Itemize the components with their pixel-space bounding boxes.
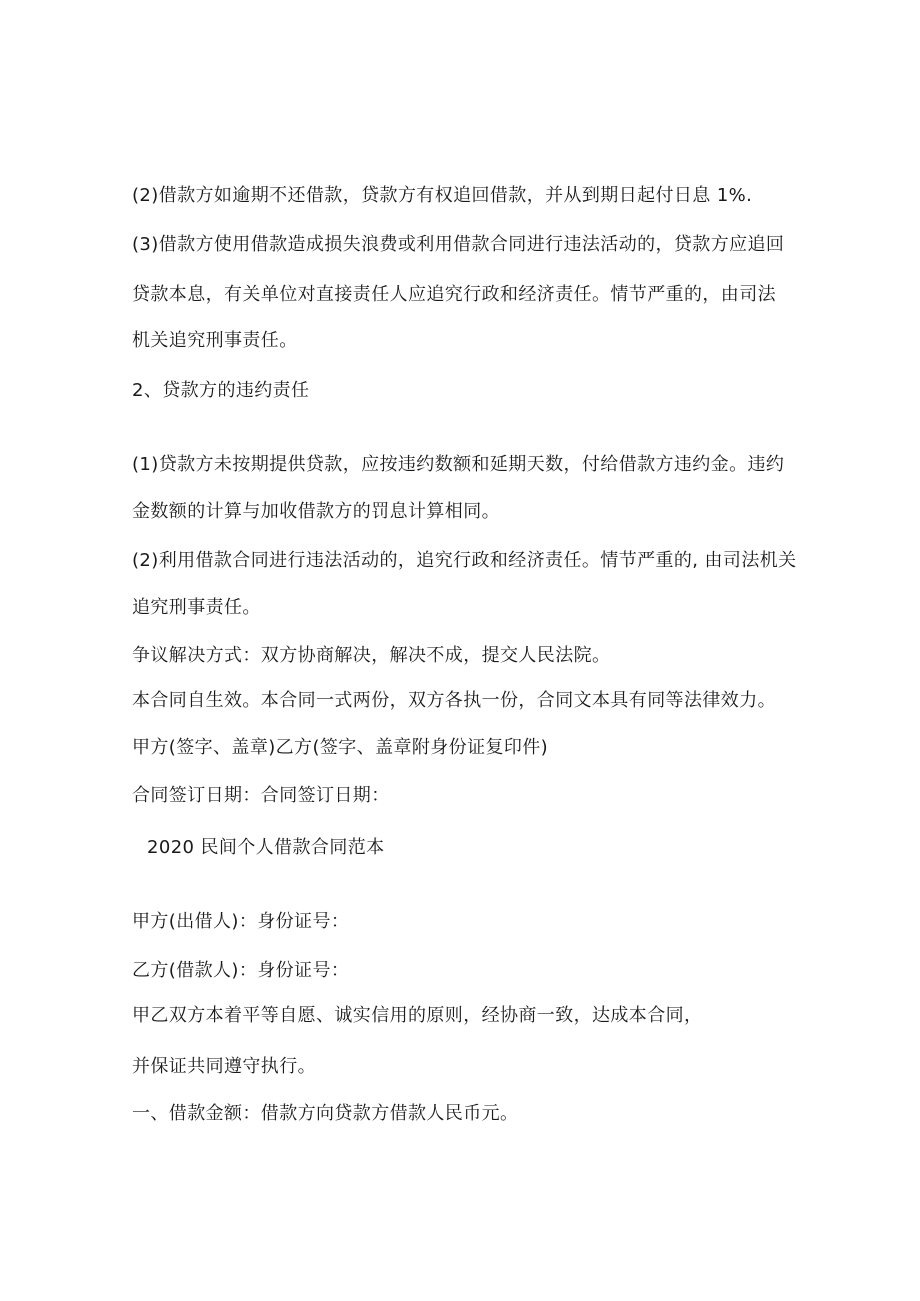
- section-heading: 2、贷款方的违约责任: [132, 380, 310, 401]
- paragraph-line: 追究刑事责任。: [132, 597, 261, 618]
- loan-amount-line: 一、借款金额：借款方向贷款方借款人民币元。: [132, 1103, 519, 1124]
- paragraph-line: (2)借款方如逾期不还借款，贷款方有权追回借款，并从到期日起付日息 1%.: [132, 185, 753, 206]
- lender-line: 甲方(出借人)：身份证号：: [132, 911, 350, 932]
- paragraph-line: (1)贷款方未按期提供贷款，应按违约数额和延期天数，付给借款方违约金。违约: [132, 454, 785, 475]
- paragraph-line: (2)利用借款合同进行违法活动的，追究行政和经济责任。情节严重的, 由司法机关: [132, 550, 797, 571]
- paragraph-line: (3)借款方使用借款造成损失浪费或利用借款合同进行违法活动的，贷款方应追回: [132, 234, 785, 255]
- paragraph-line: 争议解决方式：双方协商解决，解决不成，提交人民法院。: [132, 645, 611, 666]
- paragraph-line: 贷款本息，有关单位对直接责任人应追究行政和经济责任。情节严重的，由司法: [132, 284, 776, 305]
- signature-line: 甲方(签字、盖章)乙方(签字、盖章附身份证复印件): [132, 737, 549, 758]
- paragraph-line: 本合同自生效。本合同一式两份，双方各执一份，合同文本具有同等法律效力。: [132, 690, 776, 711]
- paragraph-line: 甲乙双方本着平等自愿、诚实信用的原则，经协商一致，达成本合同，: [132, 1005, 703, 1026]
- borrower-line: 乙方(借款人)：身份证号：: [132, 960, 350, 981]
- paragraph-line: 金数额的计算与加收借款方的罚息计算相同。: [132, 501, 500, 522]
- paragraph-line: 并保证共同遵守执行。: [132, 1056, 316, 1077]
- paragraph-line: 机关追究刑事责任。: [132, 330, 298, 351]
- signing-date-line: 合同签订日期：合同签订日期：: [132, 785, 390, 806]
- document-title: 2020 民间个人借款合同范本: [147, 837, 385, 858]
